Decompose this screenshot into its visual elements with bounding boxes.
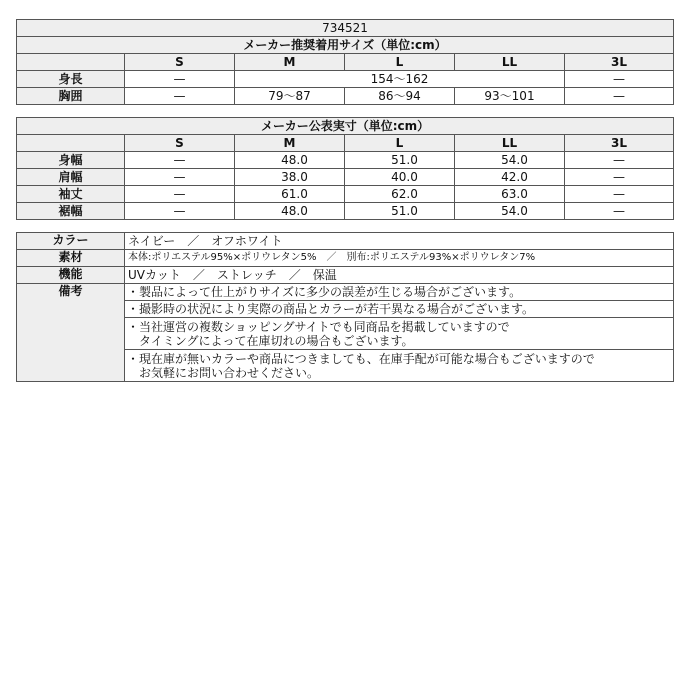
measured-size-table: [16, 117, 674, 220]
cell: 51.0: [345, 152, 455, 169]
corner-cell: [17, 135, 125, 152]
size-header: M: [235, 54, 345, 71]
remark-note: [125, 318, 674, 350]
size-header: LL: [455, 54, 565, 71]
remark-line: ・当社運営の複数ショッピングサイトでも同商品を掲載していますので: [127, 319, 510, 334]
product-info-table: [16, 232, 674, 382]
remark-note: [125, 350, 674, 382]
cell: —: [125, 203, 235, 220]
cell: —: [125, 186, 235, 203]
color-row: [17, 233, 674, 250]
cell: 93～101: [455, 88, 565, 105]
row-label: 袖丈: [17, 186, 125, 203]
cell: 38.0: [235, 169, 345, 186]
height-range-cell: 154～162: [235, 71, 565, 88]
size-header: L: [345, 54, 455, 71]
recommended-title: メーカー推奨着用サイズ（単位:cm）: [17, 37, 674, 54]
row-label: 肩幅: [17, 169, 125, 186]
remark-note: ・撮影時の状況により実際の商品とカラーが若干異なる場合がございます。: [125, 301, 674, 318]
size-header: 3L: [565, 135, 674, 152]
size-header: M: [235, 135, 345, 152]
function-row: [17, 267, 674, 284]
cell: 86～94: [345, 88, 455, 105]
cell: 40.0: [345, 169, 455, 186]
row-label: カラー: [17, 233, 125, 250]
row-label: 身幅: [17, 152, 125, 169]
cell: 48.0: [235, 152, 345, 169]
cell: 51.0: [345, 203, 455, 220]
cell: —: [565, 203, 674, 220]
product-code: 734521: [17, 20, 674, 37]
remark-line: お気軽にお問い合わせください。: [127, 365, 320, 380]
remark-line: ・現在庫が無いカラーや商品につきましても、在庫手配が可能な場合もございますので: [127, 351, 595, 366]
cell: 54.0: [455, 203, 565, 220]
cell: —: [565, 186, 674, 203]
cell: 42.0: [455, 169, 565, 186]
cell: 61.0: [235, 186, 345, 203]
function-value: UVカット ／ ストレッチ ／ 保温: [125, 267, 674, 284]
cell: 54.0: [455, 152, 565, 169]
row-label: 機能: [17, 267, 125, 284]
size-header: L: [345, 135, 455, 152]
row-label: 素材: [17, 250, 125, 267]
cell: —: [125, 152, 235, 169]
measured-title: メーカー公表実寸（単位:cm）: [17, 118, 674, 135]
remark-note: ・製品によって仕上がりサイズに多少の誤差が生じる場合がございます。: [125, 284, 674, 301]
material-row: [17, 250, 674, 267]
size-header: S: [125, 135, 235, 152]
cell: 79～87: [235, 88, 345, 105]
cell: —: [125, 169, 235, 186]
cell: —: [565, 88, 674, 105]
cell: —: [125, 88, 235, 105]
table-row: [17, 169, 674, 186]
color-value: ネイビー ／ オフホワイト: [125, 233, 674, 250]
chest-row: [17, 88, 674, 105]
size-header: S: [125, 54, 235, 71]
cell: 62.0: [345, 186, 455, 203]
row-label: 身長: [17, 71, 125, 88]
row-label: 裾幅: [17, 203, 125, 220]
cell: 63.0: [455, 186, 565, 203]
remark-row: [17, 284, 674, 301]
size-header: LL: [455, 135, 565, 152]
height-row: [17, 71, 674, 88]
corner-cell: [17, 54, 125, 71]
table-row: [17, 203, 674, 220]
cell: —: [565, 169, 674, 186]
remark-line: タイミングによって在庫切れの場合もございます。: [127, 333, 414, 348]
cell: 48.0: [235, 203, 345, 220]
table-row: [17, 152, 674, 169]
cell: —: [565, 71, 674, 88]
cell: —: [565, 152, 674, 169]
recommended-size-table: [16, 19, 674, 105]
cell: —: [125, 71, 235, 88]
table-row: [17, 186, 674, 203]
row-label: 備考: [17, 284, 125, 382]
material-value: 本体:ポリエステル95%×ポリウレタン5% ／ 別布:ポリエステル93%×ポリウレタン7%: [125, 250, 674, 267]
row-label: 胸囲: [17, 88, 125, 105]
size-header: 3L: [565, 54, 674, 71]
